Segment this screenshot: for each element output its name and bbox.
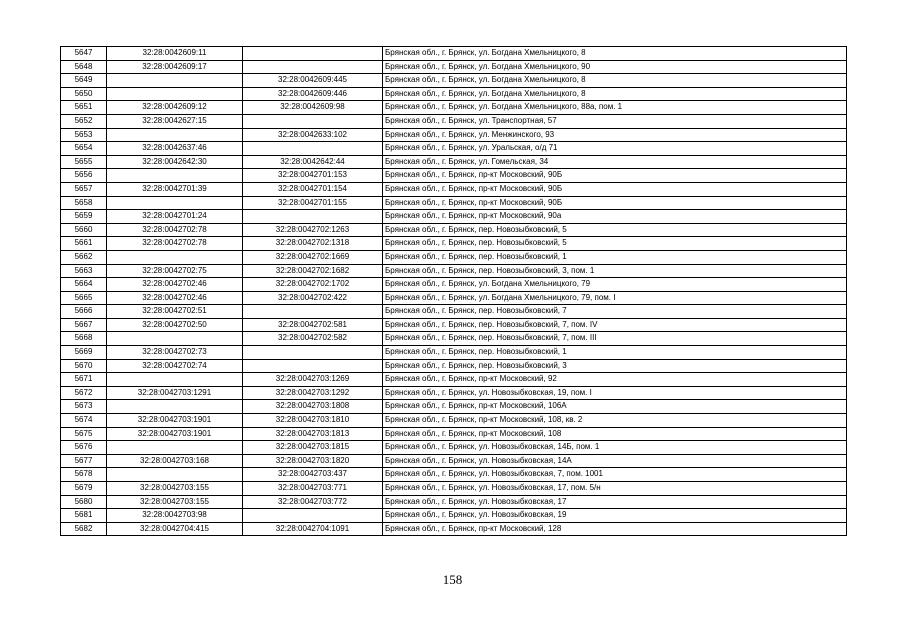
table-row bbox=[61, 359, 847, 373]
address-cell: Брянская обл., г. Брянск, ул. Менжинского, 93 bbox=[383, 128, 847, 142]
address-cell: Брянская обл., г. Брянск, ул. Гомельская, 34 bbox=[383, 155, 847, 169]
row-number-cell: 5649 bbox=[61, 74, 107, 88]
cadastral-number-cell bbox=[107, 373, 243, 387]
table-row bbox=[61, 101, 847, 115]
cadastral-number-cell: 32:28:0042701:39 bbox=[107, 182, 243, 196]
address-cell: Брянская обл., г. Брянск, пр-кт Московский, 108, кв. 2 bbox=[383, 414, 847, 428]
address-cell: Брянская обл., г. Брянск, ул. Уральская, о/д 71 bbox=[383, 142, 847, 156]
cadastral-number-2-cell: 32:28:0042703:771 bbox=[243, 482, 383, 496]
table-row bbox=[61, 87, 847, 101]
row-number-cell: 5648 bbox=[61, 60, 107, 74]
row-number-cell: 5673 bbox=[61, 400, 107, 414]
address-cell: Брянская обл., г. Брянск, ул. Богдана Хмельницкого, 79 bbox=[383, 278, 847, 292]
cadastral-number-2-cell: 32:28:0042703:437 bbox=[243, 468, 383, 482]
row-number-cell: 5654 bbox=[61, 142, 107, 156]
cadastral-number-2-cell bbox=[243, 47, 383, 61]
table-row bbox=[61, 373, 847, 387]
address-cell: Брянская обл., г. Брянск, пр-кт Московский, 90Б bbox=[383, 169, 847, 183]
cadastral-number-cell: 32:28:0042701:24 bbox=[107, 210, 243, 224]
cadastral-number-cell: 32:28:0042702:46 bbox=[107, 278, 243, 292]
cadastral-number-2-cell: 32:28:0042702:1682 bbox=[243, 264, 383, 278]
row-number-cell: 5679 bbox=[61, 482, 107, 496]
address-cell: Брянская обл., г. Брянск, пр-кт Московский, 92 bbox=[383, 373, 847, 387]
cadastral-number-cell bbox=[107, 441, 243, 455]
table-row bbox=[61, 346, 847, 360]
address-cell: Брянская обл., г. Брянск, пер. Новозыбковский, 7 bbox=[383, 305, 847, 319]
cadastral-number-cell: 32:28:0042703:1291 bbox=[107, 386, 243, 400]
address-cell: Брянская обл., г. Брянск, ул. Новозыбковская, 17 bbox=[383, 495, 847, 509]
cadastral-number-cell: 32:28:0042609:11 bbox=[107, 47, 243, 61]
row-number-cell: 5663 bbox=[61, 264, 107, 278]
address-cell: Брянская обл., г. Брянск, пер. Новозыбковский, 7, пом. IV bbox=[383, 318, 847, 332]
table-row bbox=[61, 454, 847, 468]
address-cell: Брянская обл., г. Брянск, ул. Новозыбковская, 19 bbox=[383, 509, 847, 523]
address-cell: Брянская обл., г. Брянск, ул. Богдана Хмельницкого, 8 bbox=[383, 74, 847, 88]
cadastral-number-2-cell: 32:28:0042609:98 bbox=[243, 101, 383, 115]
address-cell: Брянская обл., г. Брянск, пер. Новозыбковский, 1 bbox=[383, 250, 847, 264]
row-number-cell: 5658 bbox=[61, 196, 107, 210]
row-number-cell: 5669 bbox=[61, 346, 107, 360]
row-number-cell: 5660 bbox=[61, 223, 107, 237]
address-cell: Брянская обл., г. Брянск, пр-кт Московский, 90а bbox=[383, 210, 847, 224]
row-number-cell: 5672 bbox=[61, 386, 107, 400]
row-number-cell: 5670 bbox=[61, 359, 107, 373]
cadastral-number-2-cell: 32:28:0042703:1808 bbox=[243, 400, 383, 414]
cadastral-number-cell: 32:28:0042702:78 bbox=[107, 237, 243, 251]
address-cell: Брянская обл., г. Брянск, ул. Богдана Хмельницкого, 79, пом. I bbox=[383, 291, 847, 305]
row-number-cell: 5665 bbox=[61, 291, 107, 305]
table-row bbox=[61, 318, 847, 332]
table-row bbox=[61, 182, 847, 196]
row-number-cell: 5659 bbox=[61, 210, 107, 224]
cadastral-number-cell bbox=[107, 250, 243, 264]
table-row bbox=[61, 142, 847, 156]
cadastral-number-2-cell bbox=[243, 142, 383, 156]
table-row bbox=[61, 522, 847, 536]
cadastral-number-2-cell: 32:28:0042703:1813 bbox=[243, 427, 383, 441]
row-number-cell: 5668 bbox=[61, 332, 107, 346]
cadastral-number-2-cell bbox=[243, 114, 383, 128]
cadastral-number-2-cell: 32:28:0042609:445 bbox=[243, 74, 383, 88]
cadastral-number-2-cell: 32:28:0042701:153 bbox=[243, 169, 383, 183]
cadastral-number-cell: 32:28:0042702:46 bbox=[107, 291, 243, 305]
cadastral-number-cell bbox=[107, 128, 243, 142]
cadastral-number-cell bbox=[107, 169, 243, 183]
address-cell: Брянская обл., г. Брянск, ул. Транспортная, 57 bbox=[383, 114, 847, 128]
cadastral-number-2-cell: 32:28:0042609:446 bbox=[243, 87, 383, 101]
cadastral-number-2-cell bbox=[243, 346, 383, 360]
address-cell: Брянская обл., г. Брянск, ул. Богдана Хмельницкого, 90 bbox=[383, 60, 847, 74]
address-cell: Брянская обл., г. Брянск, пер. Новозыбковский, 1 bbox=[383, 346, 847, 360]
row-number-cell: 5661 bbox=[61, 237, 107, 251]
cadastral-number-cell: 32:28:0042702:74 bbox=[107, 359, 243, 373]
table-row bbox=[61, 60, 847, 74]
cadastral-number-cell bbox=[107, 332, 243, 346]
cadastral-number-2-cell: 32:28:0042701:154 bbox=[243, 182, 383, 196]
address-cell: Брянская обл., г. Брянск, ул. Богдана Хмельницкого, 88а, пом. 1 bbox=[383, 101, 847, 115]
address-cell: Брянская обл., г. Брянск, ул. Богдана Хмельницкого, 8 bbox=[383, 87, 847, 101]
cadastral-number-cell: 32:28:0042642:30 bbox=[107, 155, 243, 169]
address-cell: Брянская обл., г. Брянск, ул. Новозыбковская, 14А bbox=[383, 454, 847, 468]
row-number-cell: 5653 bbox=[61, 128, 107, 142]
cadastral-number-2-cell bbox=[243, 210, 383, 224]
address-cell: Брянская обл., г. Брянск, ул. Новозыбковская, 14Б, пом. 1 bbox=[383, 441, 847, 455]
table-row bbox=[61, 441, 847, 455]
cadastral-number-cell: 32:28:0042703:155 bbox=[107, 482, 243, 496]
row-number-cell: 5677 bbox=[61, 454, 107, 468]
row-number-cell: 5666 bbox=[61, 305, 107, 319]
table-row bbox=[61, 155, 847, 169]
table-row bbox=[61, 414, 847, 428]
address-cell: Брянская обл., г. Брянск, ул. Новозыбковская, 19, пом. I bbox=[383, 386, 847, 400]
table-row bbox=[61, 291, 847, 305]
cadastral-number-2-cell: 32:28:0042703:1269 bbox=[243, 373, 383, 387]
address-cell: Брянская обл., г. Брянск, пр-кт Московский, 108 bbox=[383, 427, 847, 441]
cadastral-number-2-cell bbox=[243, 509, 383, 523]
table-body bbox=[61, 47, 847, 536]
cadastral-number-2-cell: 32:28:0042702:1263 bbox=[243, 223, 383, 237]
table-row bbox=[61, 74, 847, 88]
row-number-cell: 5664 bbox=[61, 278, 107, 292]
row-number-cell: 5647 bbox=[61, 47, 107, 61]
cadastral-number-2-cell: 32:28:0042702:581 bbox=[243, 318, 383, 332]
row-number-cell: 5682 bbox=[61, 522, 107, 536]
cadastral-number-2-cell: 32:28:0042702:1702 bbox=[243, 278, 383, 292]
table-row bbox=[61, 128, 847, 142]
cadastral-number-2-cell bbox=[243, 60, 383, 74]
row-number-cell: 5651 bbox=[61, 101, 107, 115]
page-number: 158 bbox=[442, 572, 463, 587]
table-row bbox=[61, 47, 847, 61]
row-number-cell: 5681 bbox=[61, 509, 107, 523]
cadastral-number-cell bbox=[107, 196, 243, 210]
address-cell: Брянская обл., г. Брянск, пр-кт Московский, 90Б bbox=[383, 196, 847, 210]
address-cell: Брянская обл., г. Брянск, ул. Богдана Хмельницкого, 8 bbox=[383, 47, 847, 61]
table-row bbox=[61, 264, 847, 278]
cadastral-number-cell: 32:28:0042704:415 bbox=[107, 522, 243, 536]
address-cell: Брянская обл., г. Брянск, пер. Новозыбковский, 3 bbox=[383, 359, 847, 373]
address-cell: Брянская обл., г. Брянск, пер. Новозыбковский, 3, пом. 1 bbox=[383, 264, 847, 278]
address-cell: Брянская обл., г. Брянск, пр-кт Московский, 106А bbox=[383, 400, 847, 414]
row-number-cell: 5671 bbox=[61, 373, 107, 387]
address-cell: Брянская обл., г. Брянск, ул. Новозыбковская, 7, пом. 1001 bbox=[383, 468, 847, 482]
table-row bbox=[61, 332, 847, 346]
cadastral-number-cell: 32:28:0042703:98 bbox=[107, 509, 243, 523]
table-row bbox=[61, 427, 847, 441]
cadastral-number-cell: 32:28:0042702:73 bbox=[107, 346, 243, 360]
row-number-cell: 5656 bbox=[61, 169, 107, 183]
cadastral-number-2-cell: 32:28:0042703:1292 bbox=[243, 386, 383, 400]
address-cell: Брянская обл., г. Брянск, пр-кт Московский, 90Б bbox=[383, 182, 847, 196]
cadastral-number-cell: 32:28:0042703:1901 bbox=[107, 427, 243, 441]
row-number-cell: 5655 bbox=[61, 155, 107, 169]
cadastral-number-2-cell: 32:28:0042633:102 bbox=[243, 128, 383, 142]
cadastral-number-cell: 32:28:0042609:12 bbox=[107, 101, 243, 115]
cadastral-number-2-cell bbox=[243, 305, 383, 319]
row-number-cell: 5675 bbox=[61, 427, 107, 441]
row-number-cell: 5657 bbox=[61, 182, 107, 196]
table-row bbox=[61, 400, 847, 414]
property-register-table bbox=[60, 46, 847, 536]
row-number-cell: 5667 bbox=[61, 318, 107, 332]
table-row bbox=[61, 210, 847, 224]
cadastral-number-cell: 32:28:0042703:1901 bbox=[107, 414, 243, 428]
table-row bbox=[61, 114, 847, 128]
cadastral-number-cell: 32:28:0042703:155 bbox=[107, 495, 243, 509]
row-number-cell: 5680 bbox=[61, 495, 107, 509]
cadastral-number-cell: 32:28:0042702:78 bbox=[107, 223, 243, 237]
table-row bbox=[61, 495, 847, 509]
cadastral-number-2-cell: 32:28:0042702:582 bbox=[243, 332, 383, 346]
cadastral-number-cell: 32:28:0042702:50 bbox=[107, 318, 243, 332]
cadastral-number-2-cell: 32:28:0042703:1815 bbox=[243, 441, 383, 455]
table-row bbox=[61, 386, 847, 400]
table-row bbox=[61, 196, 847, 210]
table-row bbox=[61, 468, 847, 482]
cadastral-number-cell: 32:28:0042627:15 bbox=[107, 114, 243, 128]
cadastral-number-cell: 32:28:0042637:46 bbox=[107, 142, 243, 156]
table-row bbox=[61, 278, 847, 292]
row-number-cell: 5678 bbox=[61, 468, 107, 482]
table-row bbox=[61, 237, 847, 251]
row-number-cell: 5662 bbox=[61, 250, 107, 264]
address-cell: Брянская обл., г. Брянск, пер. Новозыбковский, 5 bbox=[383, 223, 847, 237]
cadastral-number-2-cell: 32:28:0042703:1810 bbox=[243, 414, 383, 428]
cadastral-number-cell bbox=[107, 468, 243, 482]
table-row bbox=[61, 509, 847, 523]
cadastral-number-2-cell: 32:28:0042702:422 bbox=[243, 291, 383, 305]
table-row bbox=[61, 169, 847, 183]
cadastral-number-2-cell: 32:28:0042642:44 bbox=[243, 155, 383, 169]
row-number-cell: 5650 bbox=[61, 87, 107, 101]
row-number-cell: 5674 bbox=[61, 414, 107, 428]
address-cell: Брянская обл., г. Брянск, пер. Новозыбковский, 5 bbox=[383, 237, 847, 251]
cadastral-number-cell: 32:28:0042703:168 bbox=[107, 454, 243, 468]
cadastral-number-cell bbox=[107, 74, 243, 88]
cadastral-number-cell: 32:28:0042702:51 bbox=[107, 305, 243, 319]
cadastral-number-2-cell: 32:28:0042702:1669 bbox=[243, 250, 383, 264]
cadastral-number-2-cell: 32:28:0042702:1318 bbox=[243, 237, 383, 251]
address-cell: Брянская обл., г. Брянск, пр-кт Московский, 128 bbox=[383, 522, 847, 536]
table-row bbox=[61, 250, 847, 264]
address-cell: Брянская обл., г. Брянск, ул. Новозыбковская, 17, пом. 5/н bbox=[383, 482, 847, 496]
cadastral-number-2-cell bbox=[243, 359, 383, 373]
cadastral-number-2-cell: 32:28:0042703:1820 bbox=[243, 454, 383, 468]
cadastral-number-2-cell: 32:28:0042704:1091 bbox=[243, 522, 383, 536]
table-row bbox=[61, 305, 847, 319]
cadastral-number-2-cell: 32:28:0042701:155 bbox=[243, 196, 383, 210]
row-number-cell: 5676 bbox=[61, 441, 107, 455]
cadastral-number-cell: 32:28:0042702:75 bbox=[107, 264, 243, 278]
row-number-cell: 5652 bbox=[61, 114, 107, 128]
cadastral-number-cell bbox=[107, 400, 243, 414]
table-row bbox=[61, 482, 847, 496]
cadastral-number-cell: 32:28:0042609:17 bbox=[107, 60, 243, 74]
cadastral-number-2-cell: 32:28:0042703:772 bbox=[243, 495, 383, 509]
table-row bbox=[61, 223, 847, 237]
cadastral-number-cell bbox=[107, 87, 243, 101]
address-cell: Брянская обл., г. Брянск, пер. Новозыбковский, 7, пом. III bbox=[383, 332, 847, 346]
